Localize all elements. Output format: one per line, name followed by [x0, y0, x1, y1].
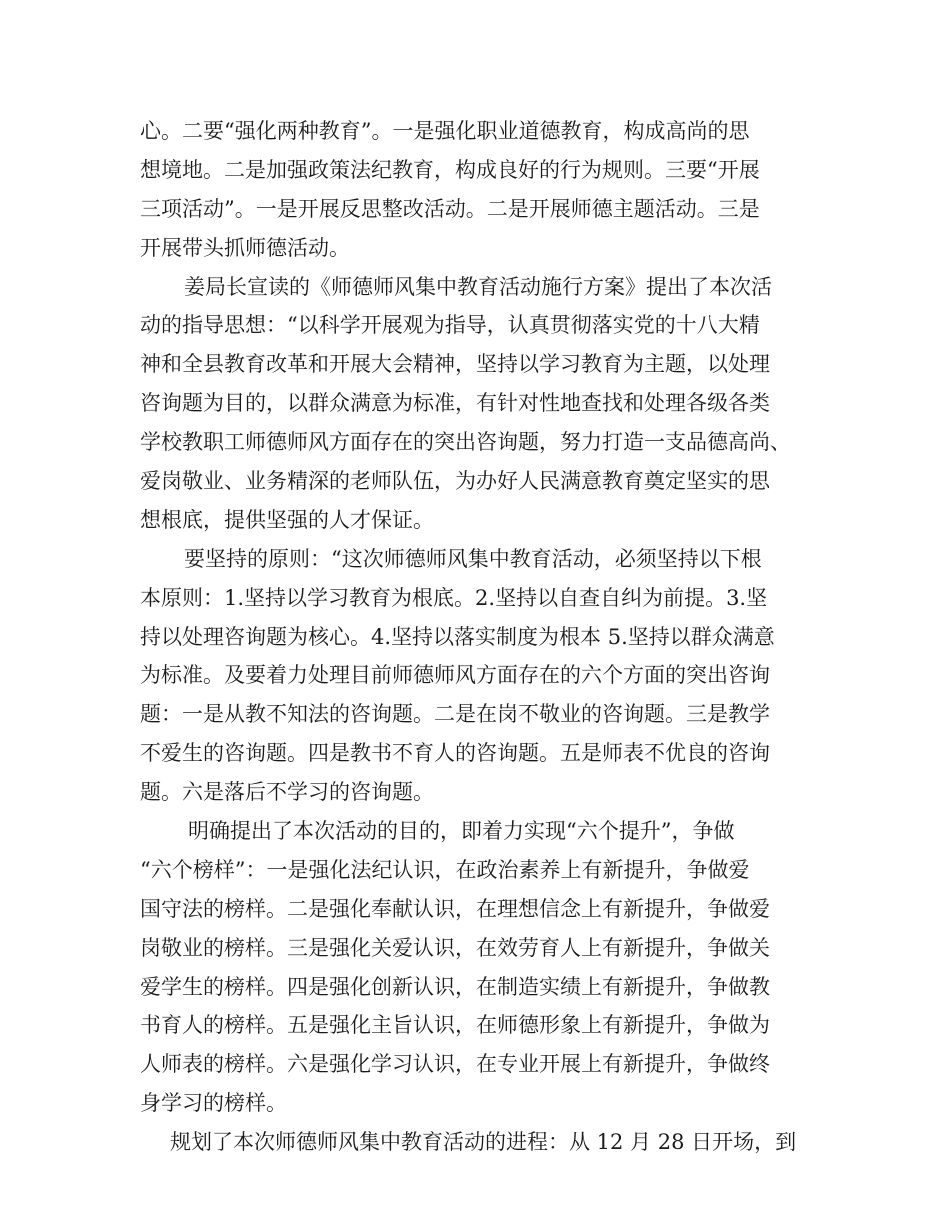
text-line: 神和全县教育改革和开展大会精神，坚持以学习教育为主题，以处理 [140, 352, 770, 377]
text-line: 本原则：1.坚持以学习教育为根底。2.坚持以自查自纠为前提。3.坚 [140, 585, 768, 610]
text-line: 动的指导思想：“以科学开展观为指导，认真贯彻落实党的十八大精 [140, 313, 760, 338]
text-line: 想根底，提供坚强的人才保证。 [140, 507, 434, 532]
text-line: 想境地。二是加强政策法纪教育，构成良好的行为规则。三要“开展 [140, 157, 760, 182]
text-line: 不爱生的咨询题。四是教书不育人的咨询题。五是师表不优良的咨询 [140, 741, 770, 766]
paragraph-start-line: 要坚持的原则：“这次师德师风集中教育活动，必须坚持以下根 [184, 546, 762, 571]
text-line: 国守法的榜样。二是强化奉献认识，在理想信念上有新提升，争做爱 [140, 896, 770, 921]
text-line: 持以处理咨询题为核心。4.坚持以落实制度为根本 5.坚持以群众满意 [140, 624, 775, 649]
text-line: 开展带头抓师德活动。 [140, 235, 350, 260]
text-line: “六个榜样”：一是强化法纪认识，在政治素养上有新提升，争做爱 [140, 857, 750, 882]
text-line: 爱岗敬业、业务精深的老师队伍，为办好人民满意教育奠定坚实的思 [140, 469, 770, 494]
text-line: 岗敬业的榜样。三是强化关爱认识，在效劳育人上有新提升，争做关 [140, 935, 770, 960]
text-line: 爱学生的榜样。四是强化创新认识，在制造实绩上有新提升，争做教 [140, 974, 770, 999]
text-line: 人师表的榜样。六是强化学习认识，在专业开展上有新提升，争做终 [140, 1052, 770, 1077]
text-line: 三项活动”。一是开展反思整改活动。二是开展师德主题活动。三是 [140, 196, 760, 221]
text-line: 为标准。及要着力处理目前师德师风方面存在的六个方面的突出咨询 [140, 663, 770, 688]
text-line: 学校教职工师德师风方面存在的突出咨询题，努力打造一支品德高尚、 [140, 430, 791, 455]
text-line: 心。二要“强化两种教育”。一是强化职业道德教育，构成高尚的思 [140, 119, 750, 143]
text-line: 咨询题为目的，以群众满意为标准，有针对性地查找和处理各级各类 [140, 391, 770, 416]
paragraph-start-line: 姜局长宣读的《师德师风集中教育活动施行方案》提出了本次活 [184, 274, 772, 299]
body-text [140, 112, 820, 1162]
text-line: 身学习的榜样。 [140, 1091, 287, 1116]
text-line: 题。六是落后不学习的咨询题。 [140, 780, 434, 805]
text-line: 题：一是从教不知法的咨询题。二是在岗不敬业的咨询题。三是教学 [140, 702, 770, 727]
text-line: 书育人的榜样。五是强化主旨认识，在师德形象上有新提升，争做为 [140, 1013, 770, 1038]
paragraph-start-line: 明确提出了本次活动的目的，即着力实现“六个提升”，争做 [188, 819, 735, 844]
paragraph-start-line: 规划了本次师德师风集中教育活动的进程：从 12 月 28 日开场，到 [170, 1130, 797, 1155]
